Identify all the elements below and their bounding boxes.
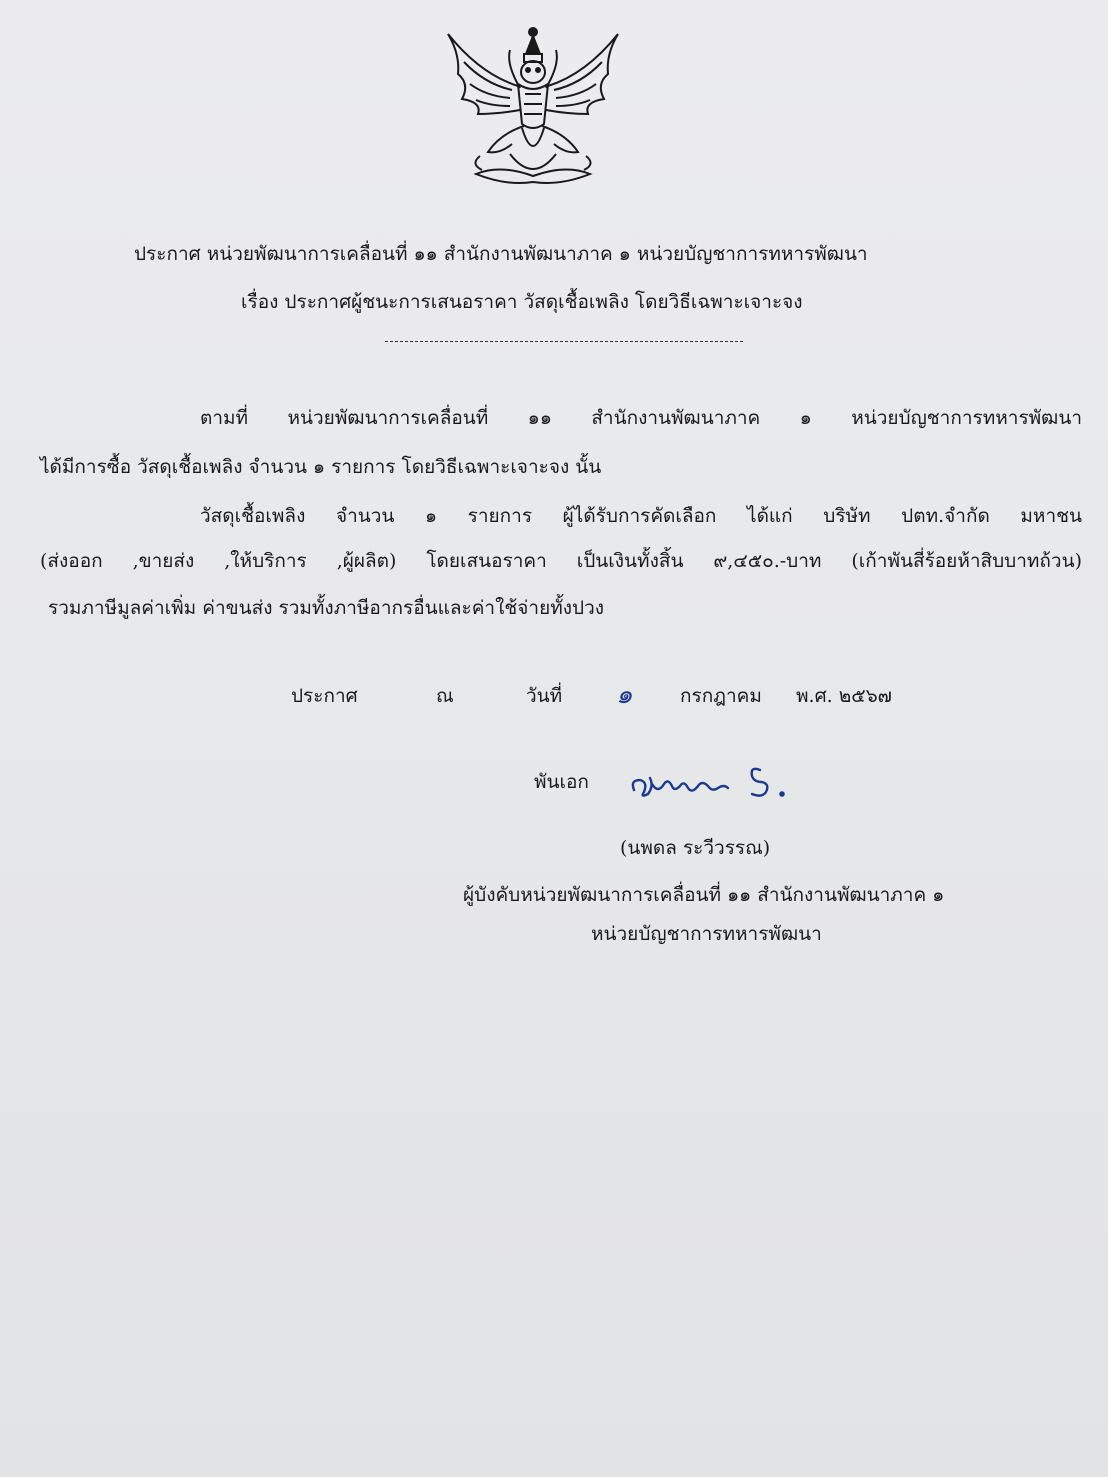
- date-at-label: ณ: [436, 685, 454, 707]
- signatory-name: (นพดล ระวีวรรณ): [620, 837, 771, 859]
- date-announce-label: ประกาศ: [291, 685, 358, 707]
- garuda-emblem-icon: [440, 14, 626, 192]
- signatory-position-line-2: หน่วยบัญชาการทหารพัฒนา: [591, 923, 822, 945]
- date-month: กรกฎาคม: [680, 685, 762, 707]
- signatory-position-line-1: ผู้บังคับหน่วยพัฒนาการเคลื่อนที่ ๑๑ สำนักงานพัฒนาภาค ๑: [463, 884, 945, 906]
- handwritten-signature-icon: [628, 760, 798, 806]
- signature-rank: พันเอก: [534, 771, 589, 793]
- date-year: พ.ศ. ๒๕๖๗: [796, 685, 892, 707]
- date-day-handwritten: ๑: [616, 680, 633, 710]
- paragraph-2-line-2: (ส่งออก ,ขายส่ง ,ให้บริการ ,ผู้ผลิต) โดยเสนอราคา เป็นเงินทั้งสิ้น ๙,๔๕๐.-บาท (เก้าพันสี่ร้อยห้าสิบบาทถ้วน): [40, 550, 1082, 572]
- announcement-title: ประกาศ หน่วยพัฒนาการเคลื่อนที่ ๑๑ สำนักงานพัฒนาภาค ๑ หน่วยบัญชาการทหารพัฒนา: [134, 243, 868, 265]
- paragraph-1-line-2: ได้มีการซื้อ วัสดุเชื้อเพลิง จำนวน ๑ รายการ โดยวิธีเฉพาะเจาะจง นั้น: [40, 456, 602, 478]
- paragraph-2-line-1: วัสดุเชื้อเพลิง จำนวน ๑ รายการ ผู้ได้รับการคัดเลือก ได้แก่ บริษัท ปตท.จำกัด มหาชน: [200, 505, 1082, 527]
- paragraph-2-line-3: รวมภาษีมูลค่าเพิ่ม ค่าขนส่ง รวมทั้งภาษีอากรอื่นและค่าใช้จ่ายทั้งปวง: [48, 597, 605, 619]
- header-divider: [385, 341, 743, 342]
- date-day-label: วันที่: [526, 685, 563, 707]
- paragraph-1-line-1: ตามที่ หน่วยพัฒนาการเคลื่อนที่ ๑๑ สำนักงานพัฒนาภาค ๑ หน่วยบัญชาการทหารพัฒนา: [200, 407, 1082, 429]
- announcement-subject: เรื่อง ประกาศผู้ชนะการเสนอราคา วัสดุเชื้อเพลิง โดยวิธีเฉพาะเจาะจง: [241, 291, 803, 313]
